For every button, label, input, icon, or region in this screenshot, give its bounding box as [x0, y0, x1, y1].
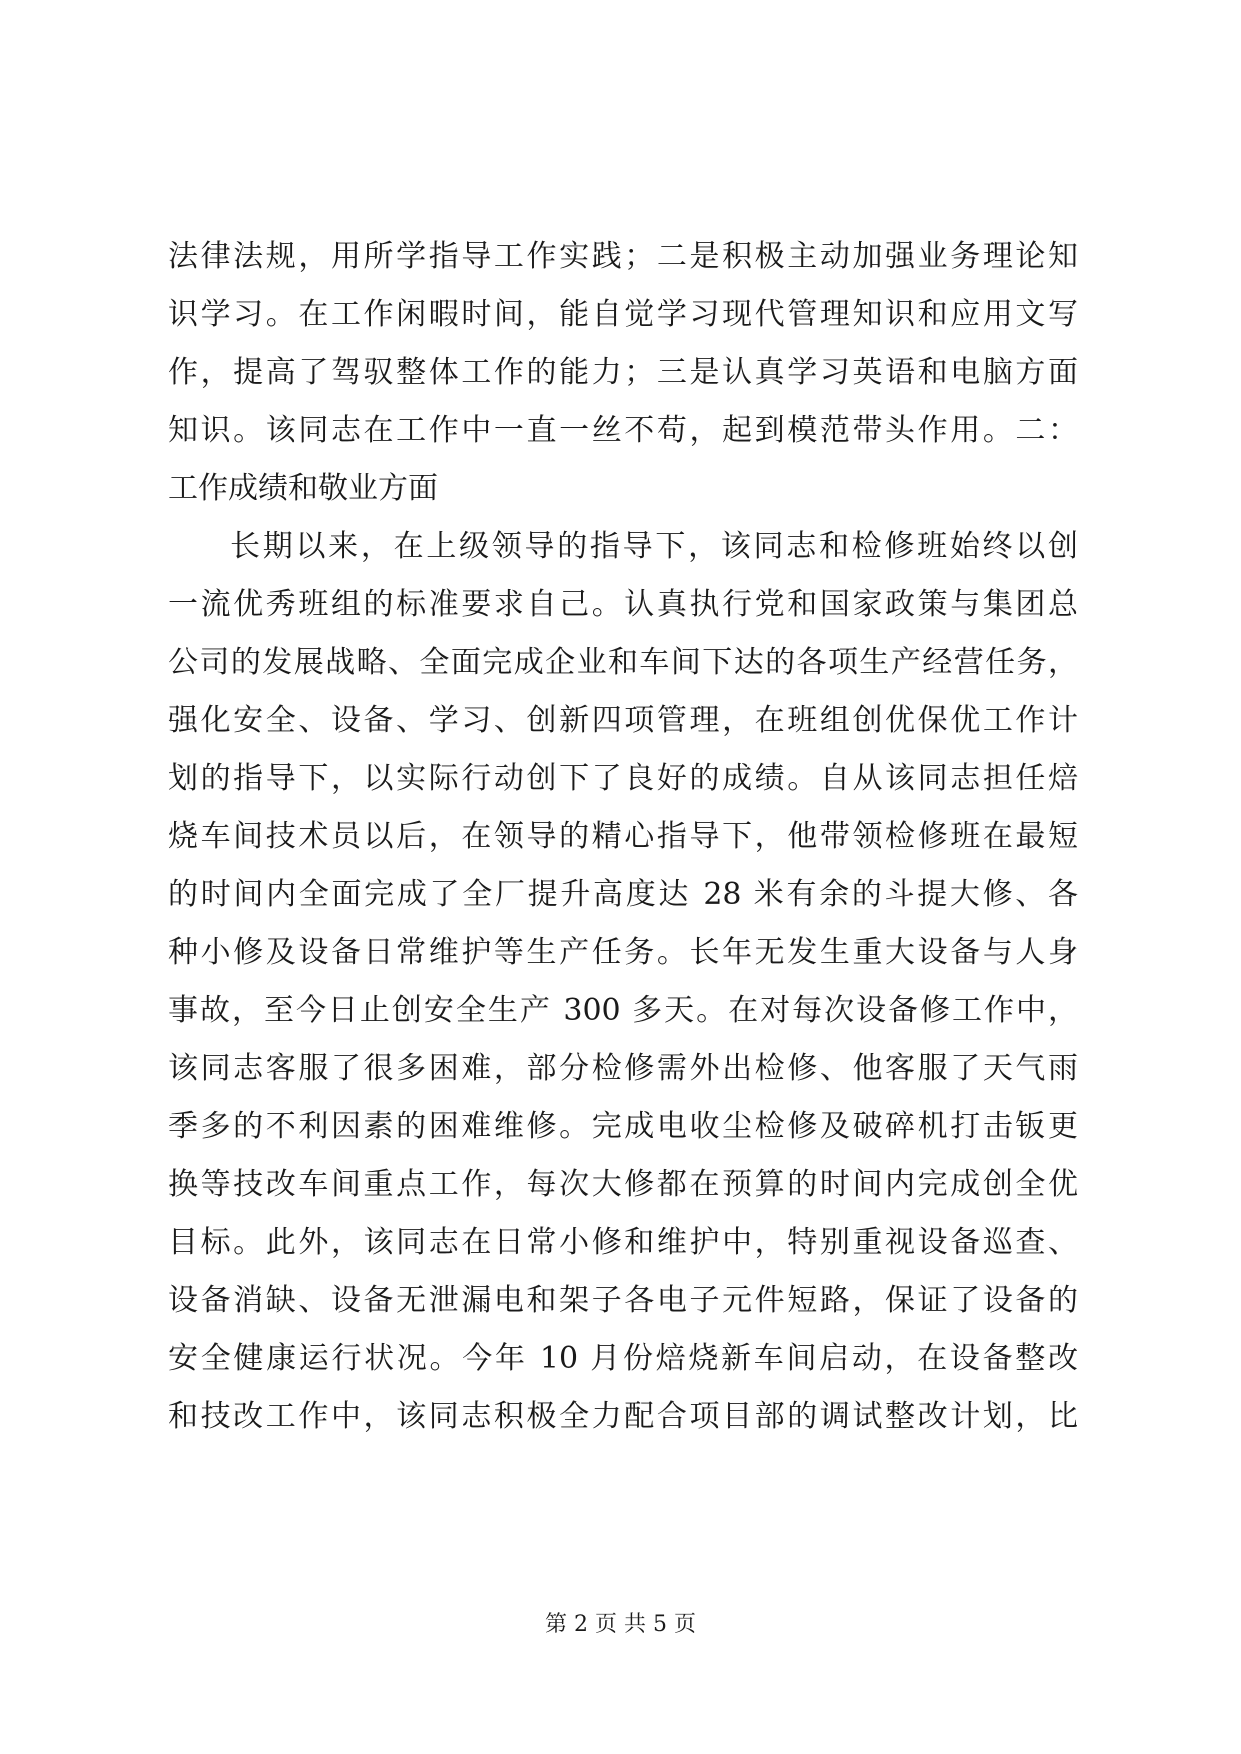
- text-line: 法律法规，用所学指导工作实践；二是积极主动加强业务理论知: [168, 239, 1078, 274]
- text-line: 设备消缺、设备无泄漏电和架子各电子元件短路，保证了设备的: [168, 1283, 1078, 1318]
- text-line: 划的指导下，以实际行动创下了良好的成绩。自从该同志担任焙: [168, 761, 1078, 796]
- text-line: 烧车间技术员以后，在领导的精心指导下，他带领检修班在最短: [168, 819, 1078, 854]
- document-body: [168, 228, 1078, 1446]
- text-line: 识学习。在工作闲暇时间，能自觉学习现代管理知识和应用文写: [168, 297, 1078, 332]
- text-line: 知识。该同志在工作中一直一丝不苟，起到模范带头作用。二：: [168, 413, 1078, 448]
- text-line: 和技改工作中，该同志积极全力配合项目部的调试整改计划，比: [168, 1399, 1078, 1434]
- page-number: 第 2 页 共 5 页: [545, 1612, 696, 1637]
- paragraph-2: [168, 518, 1078, 1446]
- text-line: 长期以来，在上级领导的指导下，该同志和检修班始终以创: [230, 529, 1078, 564]
- text-line: 事故，至今日止创安全生产 300 多天。在对每次设备修工作中，: [168, 993, 1078, 1028]
- text-line: 该同志客服了很多困难，部分检修需外出检修、他客服了天气雨: [168, 1051, 1078, 1086]
- text-line: 强化安全、设备、学习、创新四项管理，在班组创优保优工作计: [168, 703, 1078, 738]
- page-footer: [0, 1610, 1241, 1640]
- text-line: 公司的发展战略、全面完成企业和车间下达的各项生产经营任务，: [168, 645, 1078, 680]
- text-line: 工作成绩和敬业方面: [168, 471, 438, 506]
- text-line: 种小修及设备日常维护等生产任务。长年无发生重大设备与人身: [168, 935, 1078, 970]
- text-line: 安全健康运行状况。今年 10 月份焙烧新车间启动，在设备整改: [168, 1341, 1078, 1376]
- text-line: 作，提高了驾驭整体工作的能力；三是认真学习英语和电脑方面: [168, 355, 1078, 390]
- text-line: 换等技改车间重点工作，每次大修都在预算的时间内完成创全优: [168, 1167, 1078, 1202]
- paragraph-1: [168, 228, 1078, 518]
- text-line: 一流优秀班组的标准要求自己。认真执行党和国家政策与集团总: [168, 587, 1078, 622]
- text-line: 目标。此外，该同志在日常小修和维护中，特别重视设备巡查、: [168, 1225, 1078, 1260]
- text-line: 季多的不利因素的困难维修。完成电收尘检修及破碎机打击钣更: [168, 1109, 1078, 1144]
- text-line: 的时间内全面完成了全厂提升高度达 28 米有余的斗提大修、各: [168, 877, 1078, 912]
